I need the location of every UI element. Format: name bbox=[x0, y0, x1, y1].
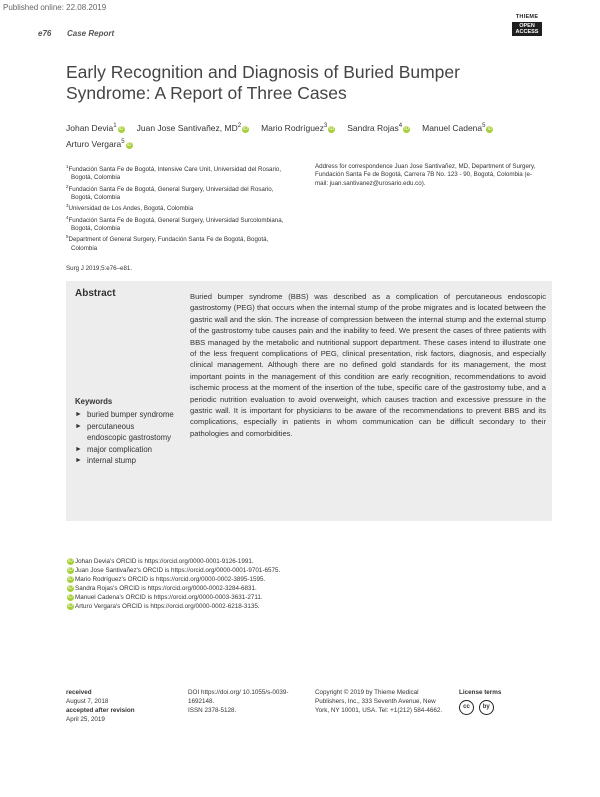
affiliations bbox=[66, 163, 296, 253]
author-affiliation-number: 3 bbox=[323, 123, 328, 129]
received-date: August 7, 2018 bbox=[66, 698, 109, 705]
logo-text-open: OPEN bbox=[519, 22, 535, 29]
arrow-right-icon: ► bbox=[75, 457, 82, 464]
author-name: Mario Rodríguez bbox=[261, 122, 324, 133]
arrow-right-icon: ► bbox=[75, 411, 82, 418]
page-number: e76 bbox=[38, 29, 52, 38]
orcid-icon[interactable]: iD bbox=[118, 125, 124, 132]
author-affiliation-number: 5 bbox=[121, 138, 125, 145]
affiliation bbox=[66, 183, 296, 203]
keyword-text: internal stump bbox=[87, 456, 136, 465]
footer-doi bbox=[188, 688, 298, 715]
orcid-icon[interactable]: iD bbox=[68, 585, 73, 591]
author-name: Arturo Vergara bbox=[66, 138, 122, 149]
received-label: received bbox=[66, 689, 92, 696]
cc-icon: cc bbox=[459, 700, 474, 715]
orcid-note-text: Mario Rodríguez's ORCID is https://orcid.org/0000-0002-3895-1595. bbox=[75, 576, 266, 583]
orcid-note-text: Juan Jose Santivañez's ORCID is https://orcid.org/0000-0001-9701-6575. bbox=[75, 567, 281, 574]
keyword-item bbox=[75, 421, 175, 444]
orcid-note bbox=[66, 593, 296, 602]
accepted-date: April 25, 2019 bbox=[66, 716, 105, 723]
logo-open-access-badge bbox=[512, 22, 542, 36]
author bbox=[66, 119, 125, 135]
orcid-note bbox=[66, 566, 296, 575]
keyword-text: major complication bbox=[87, 444, 152, 454]
affiliation bbox=[66, 214, 296, 234]
affiliation-text: Department of General Surgery, Fundación Santa Fe de Bogotá, Bogotá, Colombia bbox=[68, 236, 269, 252]
footer-license bbox=[459, 688, 549, 715]
cc-by-icon: by bbox=[479, 700, 494, 715]
author-affiliation-number: 5 bbox=[482, 123, 486, 129]
footer-copyright: Copyright © 2019 by Thieme Medical Publishers, Inc., 333 Seventh Avenue, New York, NY 10001, USA. Tel: +1(212) 584-4662. bbox=[315, 689, 443, 714]
thieme-open-access-logo bbox=[512, 14, 542, 36]
logo-text-thieme: THIEME bbox=[515, 14, 539, 20]
author bbox=[137, 119, 249, 135]
orcid-notes bbox=[66, 557, 296, 611]
keyword-text: buried bumper syndrome bbox=[87, 410, 174, 419]
author-affiliation-number: 2 bbox=[237, 123, 242, 129]
orcid-note bbox=[66, 575, 296, 584]
author-name: Juan Jose Santivañez, MD bbox=[136, 122, 238, 133]
author bbox=[66, 135, 133, 151]
affiliation bbox=[66, 163, 296, 183]
orcid-icon[interactable]: iD bbox=[68, 567, 73, 573]
orcid-icon[interactable]: iD bbox=[126, 141, 132, 148]
correspondence-label: Address for correspondence bbox=[315, 163, 393, 170]
affiliation-number: 4 bbox=[66, 214, 69, 220]
keywords-heading: Keywords bbox=[75, 397, 113, 406]
accepted-label: accepted after revision bbox=[66, 707, 135, 714]
orcid-icon[interactable]: iD bbox=[68, 558, 73, 564]
author bbox=[261, 119, 335, 135]
orcid-icon[interactable]: iD bbox=[243, 125, 248, 132]
keyword-item bbox=[75, 455, 175, 467]
keyword-item bbox=[75, 409, 175, 421]
orcid-note bbox=[66, 557, 296, 566]
orcid-icon[interactable]: iD bbox=[329, 125, 335, 132]
author-name: Manuel Cadena bbox=[422, 122, 483, 133]
orcid-note bbox=[66, 602, 296, 611]
affiliation-text: Fundación Santa Fe de Bogotá, General Surgery, Universidad del Rosario, Bogotá, Colombia bbox=[68, 185, 274, 202]
orcid-icon[interactable]: iD bbox=[487, 125, 493, 132]
orcid-note-text: Arturo Vergara's ORCID is https://orcid.org/0000-0002-6218-3135. bbox=[75, 603, 260, 610]
citation: Surg J 2019;5:e76–e81. bbox=[66, 265, 133, 272]
affiliation-text: Fundación Santa Fe de Bogotá, General Surgery, Universidad Surcolombiana, Bogotá, Colombia bbox=[68, 216, 284, 233]
section-label: Case Report bbox=[67, 29, 115, 38]
author-name: Johan Devia bbox=[66, 122, 114, 133]
affiliation-number: 3 bbox=[66, 203, 69, 209]
correspondence-text: Juan Jose Santivañez, MD, Department of Surgery, Fundación Santa Fe de Bogotá, Carrera 7B No. 123 - 90, Bogotá, Colombia (e-mail: juan.santivanez@urosario.edu.co). bbox=[315, 163, 536, 187]
orcid-note-text: Johan Devia's ORCID is https://orcid.org/0000-0001-9126-1991. bbox=[75, 558, 254, 565]
orcid-note-text: Manuel Cadena's ORCID is https://orcid.org/0000-0003-3631-2711. bbox=[75, 594, 263, 601]
orcid-icon[interactable]: iD bbox=[68, 576, 73, 582]
affiliation-number: 5 bbox=[66, 234, 69, 240]
orcid-note-text: Sandra Rojas's ORCID is https://orcid.org/0000-0002-3284-6831. bbox=[75, 585, 257, 592]
issn: ISSN 2378-5128. bbox=[188, 707, 237, 714]
correspondence bbox=[315, 163, 545, 188]
author-affiliation-number: 4 bbox=[398, 123, 403, 129]
orcid-icon[interactable]: iD bbox=[68, 603, 73, 609]
logo-text-access: ACCESS bbox=[515, 28, 539, 35]
affiliation-text: Fundación Santa Fe de Bogotá, Intensive Care Unit, Universidad del Rosario, Bogotá, Colombia bbox=[68, 166, 282, 182]
orcid-icon[interactable]: iD bbox=[68, 594, 73, 600]
affiliation bbox=[66, 233, 296, 253]
orcid-icon[interactable]: iD bbox=[404, 125, 409, 132]
arrow-right-icon: ► bbox=[75, 445, 82, 453]
affiliation bbox=[66, 202, 296, 213]
keyword-item bbox=[75, 444, 175, 456]
keywords-list bbox=[75, 409, 175, 467]
author-name: Sandra Rojas bbox=[347, 122, 399, 133]
orcid-note bbox=[66, 584, 296, 593]
abstract-text: Buried bumper syndrome (BBS) was described as a complication of percutaneous endoscopic gastrostomy (PEG) that occurs when the internal stump of the probe migrates and is located between the gastric wall and the skin. The increase of compression between the internal stump and the external stump of the gastrostomy tube causes pain and the inability to feed. We present the cases of three patients with BBS managed by the metabolic and nutritional support department. These cases intend to illustrate one of the less frequent complications of PEG, clinical presentation, risk factors, diagnosis, and especially clinical management. Although there are no defined gold standards for its management, the most important points in the management of this condition are early recognition, recommendations to avoid ischemic process at the moment of the insertion of the tube, specific care of the gastrostomy tube, and a periodic nutrition evaluation to avoid overweight, which causes traction and excessive pressure in the gastric wall. It is important for physicians to be aware of the recommendations to prevent BBS and its complications, especially in patients in whom communication can be difficult secondary to their pathologies and comorbidities. bbox=[190, 292, 546, 438]
license-label: License terms bbox=[459, 689, 502, 696]
footer-dates bbox=[66, 688, 176, 724]
arrow-right-icon: ► bbox=[75, 422, 82, 430]
affiliation-number: 1 bbox=[66, 164, 69, 169]
doi-link[interactable]: DOI https://doi.org/ 10.1055/s-0039-1692148. bbox=[188, 689, 289, 705]
article-title: Early Recognition and Diagnosis of Buried Bumper Syndrome: A Report of Three Cases bbox=[66, 62, 460, 103]
author-list bbox=[66, 119, 566, 151]
keyword-text: percutaneous endoscopic gastrostomy bbox=[87, 421, 172, 442]
cc-license-icons[interactable] bbox=[459, 700, 549, 715]
abstract-heading: Abstract bbox=[75, 288, 116, 299]
published-date: Published online: 22.08.2019 bbox=[3, 3, 107, 12]
author-affiliation-number: 1 bbox=[113, 123, 117, 129]
affiliation-text: Universidad de Los Andes, Bogotá, Colombia bbox=[68, 205, 194, 213]
affiliation-number: 2 bbox=[66, 183, 69, 189]
author bbox=[347, 119, 410, 135]
author bbox=[422, 119, 493, 135]
